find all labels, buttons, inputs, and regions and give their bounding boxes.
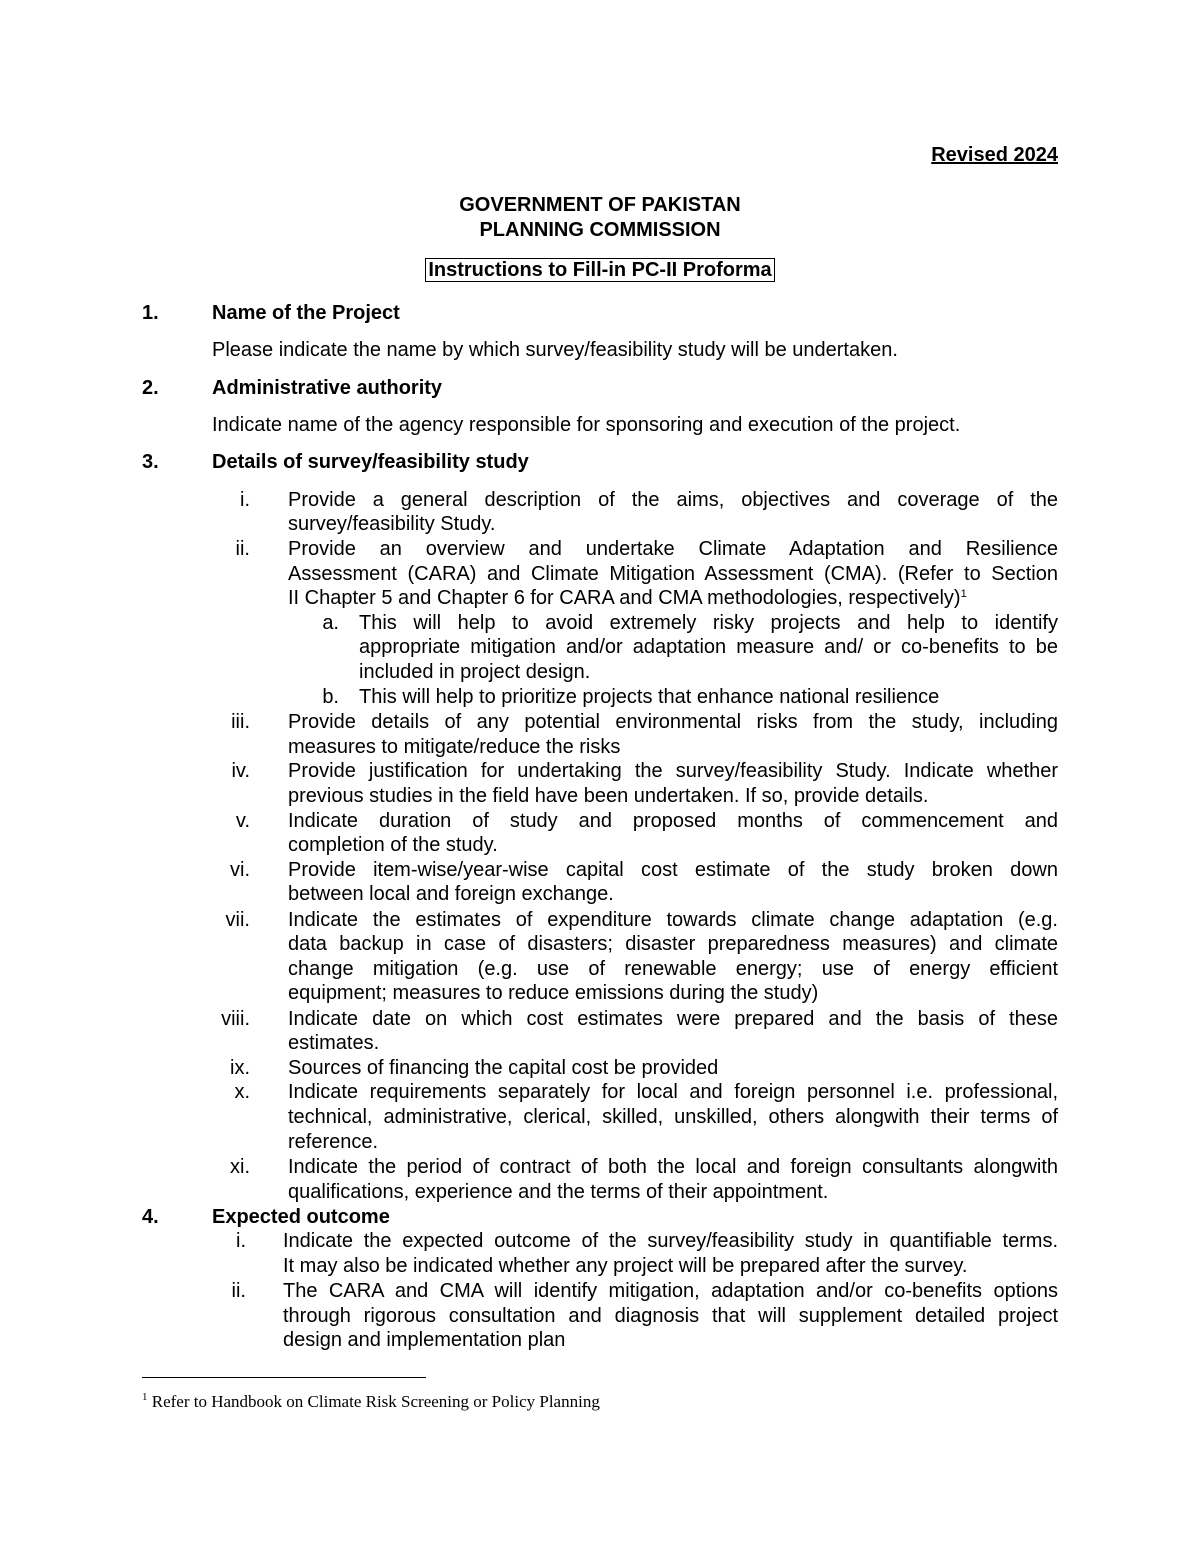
section-2-text: Indicate name of the agency responsible for sponsoring and execution of the project. (212, 414, 961, 436)
commission-heading: PLANNING COMMISSION (479, 219, 721, 241)
item-line: equipment; measures to reduce emissions during the study) (288, 982, 819, 1004)
item-line: Indicate date on which cost estimates were prepared and the basis of these (288, 1008, 1058, 1030)
item-numeral: v. (235, 810, 250, 832)
item-line-text: II Chapter 5 and Chapter 6 for CARA and CMA methodologies, respectively) (288, 587, 961, 609)
item-line: Indicate requirements separately for local and foreign personnel i.e. professional, (288, 1081, 1058, 1103)
item-numeral: ix. (230, 1057, 250, 1079)
item-line: It may also be indicated whether any project will be prepared after the survey. (283, 1255, 968, 1277)
footnote (142, 1390, 600, 1414)
item-numeral: ii. (235, 538, 250, 560)
revised-label: Revised 2024 (931, 144, 1058, 166)
item-numeral: vii. (225, 909, 250, 931)
item-line: Provide an overview and undertake Climate Adaptation and Resilience (288, 538, 1058, 560)
item-line: Assessment (CARA) and Climate Mitigation Assessment (CMA). (Refer to Section (288, 563, 1058, 585)
item-line: Provide details of any potential environmental risks from the study, including (288, 711, 1058, 733)
section-3-title: Details of survey/feasibility study (212, 451, 529, 473)
item-line (288, 586, 967, 610)
item-line: Indicate the estimates of expenditure towards climate change adaptation (e.g. (288, 909, 1058, 931)
item-numeral: x. (234, 1081, 250, 1103)
item-line: through rigorous consultation and diagnosis that will supplement detailed project (283, 1305, 1058, 1327)
item-line: measures to mitigate/reduce the risks (288, 736, 621, 758)
document-title (0, 258, 1200, 282)
item-line: completion of the study. (288, 834, 498, 856)
section-4-title: Expected outcome (212, 1206, 390, 1228)
sub-item-line: This will help to avoid extremely risky projects and help to identify (359, 612, 1058, 634)
footnote-mark: 1 (142, 1391, 148, 1403)
gov-heading: GOVERNMENT OF PAKISTAN (459, 194, 741, 216)
footnote-reference: 1 (960, 588, 967, 600)
sub-item-line: included in project design. (359, 661, 591, 683)
item-numeral: i. (236, 1230, 246, 1252)
document-title-text: Instructions to Fill-in PC-II Proforma (425, 258, 774, 282)
item-numeral: iv. (231, 760, 250, 782)
item-line: Provide justification for undertaking the survey/feasibility Study. Indicate whether (288, 760, 1058, 782)
item-numeral: i. (240, 489, 250, 511)
item-numeral: iii. (231, 711, 250, 733)
section-1-title: Name of the Project (212, 302, 400, 324)
section-2-number: 2. (142, 377, 159, 399)
section-3-number: 3. (142, 451, 159, 473)
footnote-text: Refer to Handbook on Climate Risk Screening or Policy Planning (151, 1392, 600, 1411)
section-2-title: Administrative authority (212, 377, 443, 399)
item-numeral: vi. (230, 859, 250, 881)
sub-item-letter: a. (322, 612, 339, 634)
section-1-number: 1. (142, 302, 159, 324)
item-line: change mitigation (e.g. use of renewable energy; use of energy efficient (288, 958, 1058, 980)
item-line: The CARA and CMA will identify mitigation, adaptation and/or co-benefits options (283, 1280, 1058, 1302)
sub-item-letter: b. (322, 686, 339, 708)
item-line: data backup in case of disasters; disaster preparedness measures) and climate (288, 933, 1058, 955)
section-4-number: 4. (142, 1206, 159, 1228)
item-numeral: viii. (221, 1008, 250, 1030)
item-line: qualifications, experience and the terms of their appointment. (288, 1181, 829, 1203)
sub-item-line: appropriate mitigation and/or adaptation measure and/ or co-benefits to be (359, 636, 1058, 658)
item-line: between local and foreign exchange. (288, 883, 614, 905)
item-line: Indicate the period of contract of both the local and foreign consultants alongwith (288, 1156, 1058, 1178)
item-line: Sources of financing the capital cost be provided (288, 1057, 719, 1079)
item-numeral: xi. (230, 1156, 250, 1178)
item-numeral: ii. (231, 1280, 246, 1302)
item-line: Provide item-wise/year-wise capital cost estimate of the study broken down (288, 859, 1058, 881)
item-line: reference. (288, 1131, 379, 1153)
item-line: survey/feasibility Study. (288, 513, 496, 535)
item-line: previous studies in the field have been undertaken. If so, provide details. (288, 785, 929, 807)
section-1-text: Please indicate the name by which survey/feasibility study will be undertaken. (212, 339, 898, 361)
item-line: Provide a general description of the aims, objectives and coverage of the (288, 489, 1058, 511)
item-line: Indicate the expected outcome of the survey/feasibility study in quantifiable terms. (283, 1230, 1058, 1252)
footnote-separator (142, 1377, 426, 1378)
item-line: Indicate duration of study and proposed months of commencement and (288, 810, 1058, 832)
item-line: technical, administrative, clerical, skilled, unskilled, others alongwith their terms of (288, 1106, 1058, 1128)
item-line: estimates. (288, 1032, 380, 1054)
item-line: design and implementation plan (283, 1329, 566, 1351)
sub-item-line: This will help to prioritize projects that enhance national resilience (359, 686, 940, 708)
